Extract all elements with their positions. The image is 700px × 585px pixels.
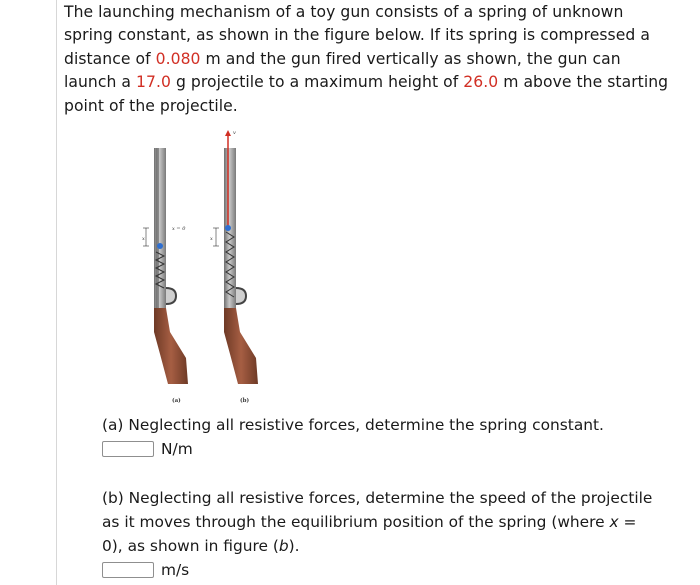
gun-b-x-label: x [210,236,213,242]
speed-input[interactable] [102,562,154,578]
part-a [102,413,682,461]
gun-a-x-label: x [142,236,145,242]
part-b-unit: m/s [161,561,190,579]
part-b-line-3 [102,534,682,558]
toy-gun-diagram [128,122,284,410]
part-b-answer-row [102,558,682,582]
part-a-question: (a) Neglecting all resistive forces, determine the spring constant. [102,416,604,434]
gun-b-projectile [225,225,231,231]
text: m and the gun fired vertically as shown, the gun can [200,49,621,68]
text: = [618,513,637,531]
problem-line-1: The launching mechanism of a toy gun consists of a spring of unknown [64,3,624,21]
problem-statement [64,1,684,118]
part-b-line-2 [102,510,682,534]
variable-b: b [278,537,289,555]
label-a: (a) [172,398,181,404]
text: 0), as shown in figure ( [102,537,279,555]
toy-gun-figure [128,122,284,410]
problem-line-5: point of the projectile. [64,96,238,115]
height-value: 26.0 [463,73,499,92]
part-b [102,486,682,582]
problem-line-2: spring constant, as shown in the figure below. If its spring is compressed a [64,26,650,45]
gun-a-trigger-guard [166,288,176,304]
problem-line-4 [64,71,684,94]
gun-a-projectile [157,243,163,249]
gun-b-v-label: v [233,130,236,136]
part-a-answer-row [102,437,682,461]
gun-b-velocity-arrow [225,130,231,136]
gun-b [210,130,258,404]
mass-value: 17.0 [136,73,171,92]
text: distance of [64,49,156,68]
part-a-unit: N/m [161,440,193,458]
part-b-line-1: (b) Neglecting all resistive forces, determine the speed of the projectile [102,489,653,507]
gun-a-x0-label: x = 0 [172,226,186,232]
gun-b-stock [224,308,258,384]
text: g projectile to a maximum height of [170,73,464,92]
gun-a [142,148,188,404]
variable-x: x [609,513,619,531]
text: m above the starting [498,73,669,92]
label-b: (b) [240,398,250,404]
text: launch a [64,73,137,92]
compression-value: 0.080 [155,49,201,68]
spring-constant-input[interactable] [102,441,154,457]
problem-line-3 [64,48,684,71]
gun-b-trigger-guard [236,288,246,304]
text: ). [288,537,300,555]
text: as it moves through the equilibrium position of the spring (where [102,513,610,531]
gun-a-stock [154,308,188,384]
